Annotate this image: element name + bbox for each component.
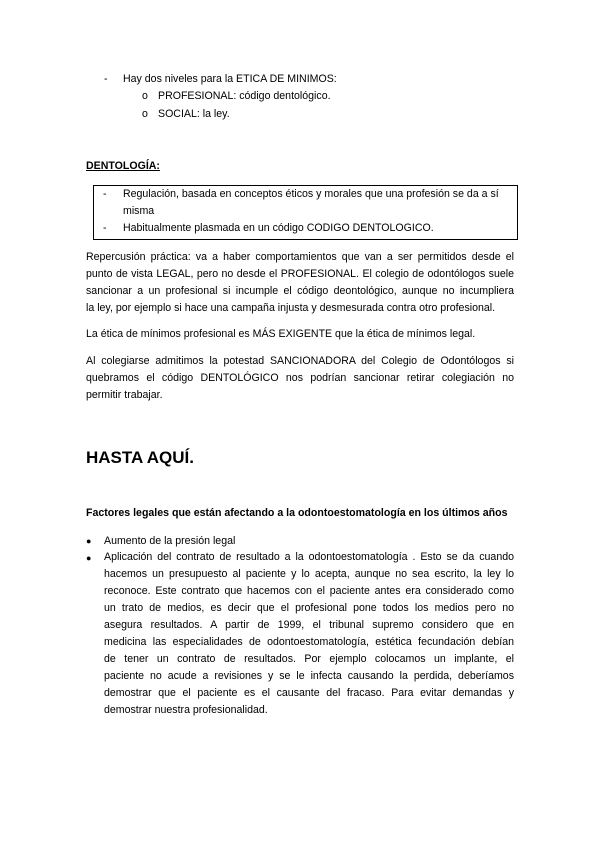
etica-line: La ética de mínimos profesional es MÁS EXIGENTE que la ética de mínimos legal. bbox=[86, 328, 476, 340]
intro-sub-marker-2: o bbox=[142, 108, 148, 120]
bullet-2-line: reconoce. Este contrato que hacemos con el paciente antes era considerado como bbox=[104, 585, 514, 597]
bullet-1-text: Aumento de la presión legal bbox=[104, 535, 236, 547]
box-item-1-line-1: Regulación, basada en conceptos éticos y morales que una profesión se da a sí bbox=[123, 188, 499, 200]
bullet-1-glyph: ● bbox=[86, 536, 92, 546]
bullet-2-line: un trato de medios, es decir que el profesional pone todos los medios pero no bbox=[104, 602, 514, 614]
intro-sub-1: PROFESIONAL: código dentológico. bbox=[158, 90, 331, 102]
colegiarse-line-2: quebramos el código DENTOLÓGICO nos podrían sancionar retirar colegiación no bbox=[86, 372, 514, 384]
dentologia-heading: DENTOLOGÍA: bbox=[86, 160, 160, 172]
box-dash-1: - bbox=[103, 188, 107, 200]
bullet-2-line: de tener un contrato de resultados. Por ejemplo colocamos un implante, el bbox=[104, 653, 514, 665]
repercusion-line-2: punto de vista LEGAL, pero no desde el PROFESIONAL. El colegio de odontólogos suele bbox=[86, 268, 514, 280]
bullet-2-glyph: ● bbox=[86, 553, 92, 563]
repercusion-line-3: sancionar a un profesional si incumple el código deontológico, aunque no incumpliera bbox=[86, 285, 514, 297]
intro-sub-marker-1: o bbox=[142, 90, 148, 102]
bullet-2-line: demostrar nuestra profesionalidad. bbox=[104, 704, 268, 716]
bullet-2-line: medicina las especialidades de odontoestomatología, estética fecundación debían bbox=[104, 636, 514, 648]
bullet-2-line: asegura resultados. A partir de 1999, el tribunal supremo considero que en bbox=[104, 619, 514, 631]
colegiarse-line-3: permitir trabajar. bbox=[86, 389, 163, 401]
hasta-aqui-heading: HASTA AQUÍ. bbox=[86, 448, 194, 467]
colegiarse-line-1: Al colegiarse admitimos la potestad SANCIONADORA del Colegio de Odontólogos si bbox=[86, 355, 514, 367]
intro-sub-2: SOCIAL: la ley. bbox=[158, 108, 230, 120]
bullet-2-line: demostrar que el paciente es el causante del fracaso. Para evitar demandas y bbox=[104, 687, 514, 699]
box-item-2: Habitualmente plasmada en un código CODIGO DENTOLOGICO. bbox=[123, 222, 434, 234]
box-dash-2: - bbox=[103, 222, 107, 234]
bullet-2-line: hacemos un presupuesto al paciente y lo acepta, aunque no sea escrito, la ley lo bbox=[104, 568, 514, 580]
box-item-1-line-2: misma bbox=[123, 205, 155, 217]
bullet-2-line: paciente no acude a revisiones y se le infecta causando la perdida, deberíamos bbox=[104, 670, 514, 682]
intro-line: Hay dos niveles para la ETICA DE MINIMOS: bbox=[123, 73, 337, 85]
repercusion-line-4: la ley, por ejemplo si hace una campaña injusta y desmesurada contra otro profesional. bbox=[86, 302, 496, 314]
intro-dash: - bbox=[104, 73, 108, 85]
factores-heading: Factores legales que están afectando a la odontoestomatología en los últimos años bbox=[86, 507, 508, 519]
repercusion-line-1: Repercusión práctica: va a haber comportamientos que van a ser permitidos desde el bbox=[86, 251, 514, 263]
bullet-2-line: Aplicación del contrato de resultado a la odontoestomatología . Esto se da cuando bbox=[104, 551, 514, 563]
